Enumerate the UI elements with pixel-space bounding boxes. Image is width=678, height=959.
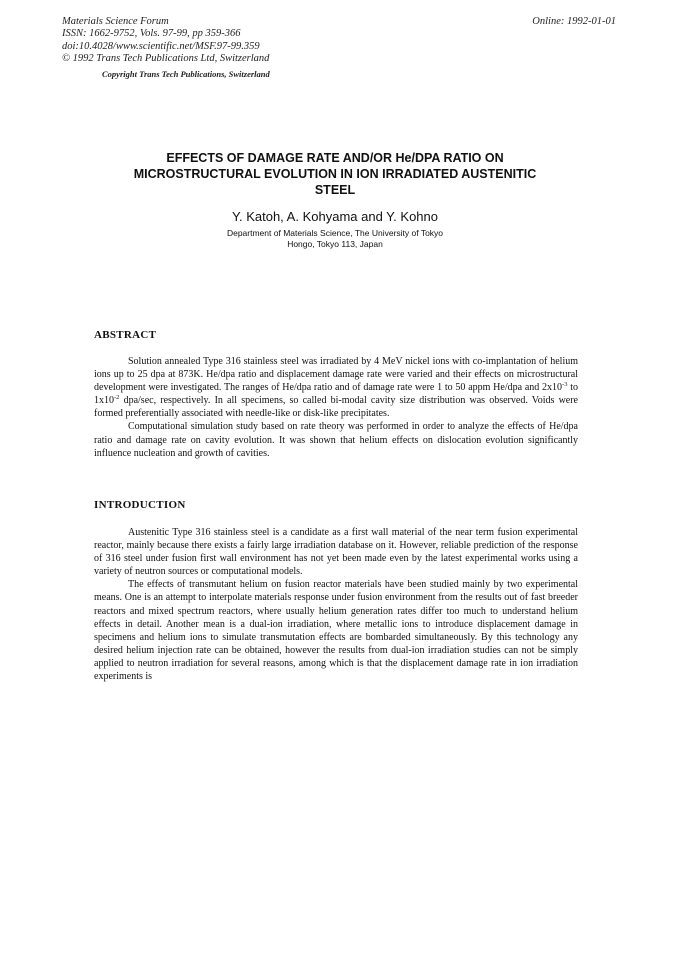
affiliation-line-2: Hongo, Tokyo 113, Japan: [287, 239, 383, 249]
paper-title: [92, 150, 578, 198]
introduction-paragraph-1: Austenitic Type 316 stainless steel is a candidate as a first wall material of the near term fusion experimental reactor, mainly because there exists a fairly large irradiation database on it. However, reliable prediction of the response of 316 steel under fusion first wall environment has not yet been made even by the latest experimental works using a variety of neutron sources or computational models.: [94, 527, 578, 578]
abstract-body: [94, 355, 578, 460]
doi-line: doi:10.4028/www.scientific.net/MSF.97-99.359: [62, 40, 260, 52]
affiliation: [92, 228, 578, 250]
abstract-heading: ABSTRACT: [94, 329, 157, 341]
introduction-heading: INTRODUCTION: [94, 499, 186, 511]
rights-line: © 1992 Trans Tech Publications Ltd, Switzerland: [62, 53, 270, 65]
online-date: Online: 1992-01-01: [532, 16, 616, 27]
introduction-paragraph-2: The effects of transmutant helium on fusion reactor materials have been studied mainly by two experimental means. One is an attempt to interpolate materials response under fusion environment from the results out of fast breeder reactors and mixed spectrum reactors, where usually helium generation rates differ too much to understand helium effects in detail. Another mean is a dual-ion irradiation, where metallic ions to introduce displacement damage in specimens and helium ions to simulate transmutation effects are bombarded simultaneously. By this technology any desired helium injection rate can be obtained, however the results from dual-ion irradiation studies can not be simply applied to neutron irradiation for several reasons, among which is that the displacement damage rate in ion irradiation experiments is: [94, 579, 578, 683]
journal-name: Materials Science Forum: [62, 16, 169, 27]
journal-metadata: [62, 16, 269, 66]
abstract-paragraph-2: Computational simulation study based on rate theory was performed in order to analyze the effects of He/dpa ratio and damage rate on cavity evolution. It was shown that helium effects on dislocation evolution significantly influence nucleation and growth of cavities.: [94, 421, 578, 459]
title-line-2: MICROSTRUCTURAL EVOLUTION IN ION IRRADIATED AUSTENITIC: [133, 167, 537, 181]
introduction-body: [94, 526, 578, 683]
title-line-3: STEEL: [314, 183, 356, 197]
copyright-line: Copyright Trans Tech Publications, Switzerland: [102, 69, 270, 79]
abstract-paragraph-1: Solution annealed Type 316 stainless steel was irradiated by 4 MeV nickel ions with co-implantation of helium ions up to 25 dpa at 873K. He/dpa ratio and displacement damage rate were varied and their effects on microstructural development were investigated. The ranges of He/dpa ratio and of damage rate were 1 to 50 appm He/dpa and $2x10^{-3}$ to $1x10^{-2}$ dpa/sec, respectively. In all specimens, so called bi-modal cavity size distribution was observed. Voids were formed preferentially associated with needle-like or disk-like precipitates.: [94, 356, 578, 420]
title-line-1: EFFECTS OF DAMAGE RATE AND/OR He/DPA RATIO ON: [166, 151, 504, 165]
issn-line: ISSN: 1662-9752, Vols. 97-99, pp 359-366: [62, 28, 241, 40]
authors: Y. Katoh, A. Kohyama and Y. Kohno: [231, 209, 438, 224]
affiliation-line-1: Department of Materials Science, The University of Tokyo: [226, 228, 444, 238]
